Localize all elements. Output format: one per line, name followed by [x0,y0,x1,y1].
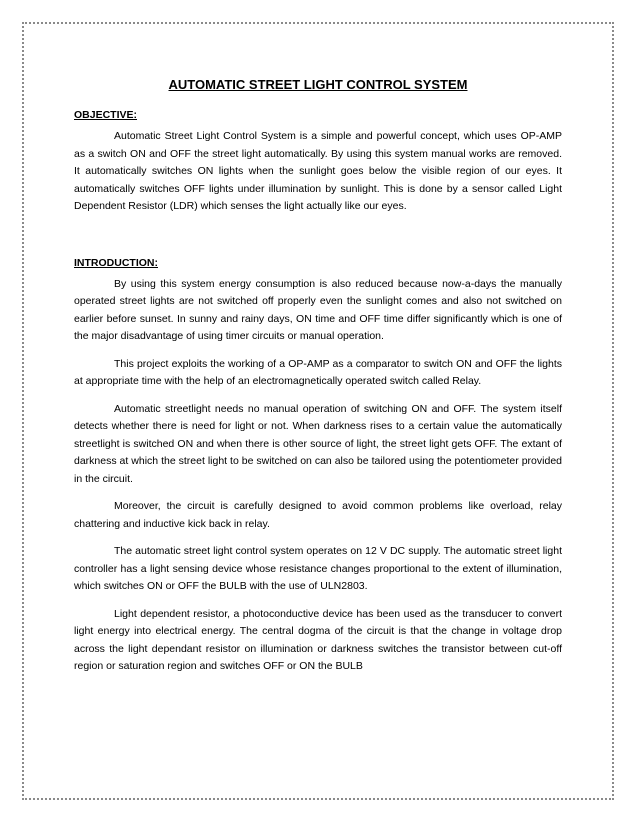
document-body [74,76,562,686]
intro-paragraph-1: By using this system energy consumption is also reduced because now-a-days the manually operated street lights are not switched off properly even the sunlight comes and also not switched on earlier before sunset. In sunny and rainy days, ON time and OFF time differ significantly which is one of the major disadvantage of using timer circuits or manual operation. [74,277,562,342]
section-spacer [74,226,562,256]
section-heading-objective: OBJECTIVE: [74,109,138,121]
section-heading-introduction: INTRODUCTION: [74,256,158,269]
intro-paragraph-4: Moreover, the circuit is carefully designed to avoid common problems like overload, relay chattering and inductive kick back in relay. [74,500,562,530]
objective-paragraph: Automatic Street Light Control System is a simple and powerful concept, which uses OP-AMP as a switch ON and OFF the street light automatically. By using this system manual works are removed. It automatically switches ON lights when the sunlight goes below the visible region of our eyes. It automatically switches OFF lights under illumination by sunlight. This is done by a sensor called Light Dependent Resistor (LDR) which senses the light actually like our eyes. [74,130,562,212]
intro-paragraph-6: Light dependent resistor, a photoconductive device has been used as the transducer to convert light energy into electrical energy. The central dogma of the circuit is that the change in voltage drop across the light dependant resistor on illumination or darkness switches the transistor between cut-off region or saturation region and switches OFF or ON the BULB [74,607,562,672]
intro-paragraph-5: The automatic street light control system operates on 12 V DC supply. The automatic street light controller has a light sensing device whose resistance changes proportional to the extent of illumination, which switches ON or OFF the BULB with the use of ULN2803. [74,545,562,592]
document-title: AUTOMATIC STREET LIGHT CONTROL SYSTEM [168,77,468,92]
intro-paragraph-2: This project exploits the working of a OP-AMP as a comparator to switch ON and OFF the lights at appropriate time with the help of an electromagnetically operated switch called Relay. [74,357,562,387]
intro-paragraph-3: Automatic streetlight needs no manual operation of switching ON and OFF. The system itself detects whether there is need for light or not. When darkness rises to a certain value the automatically streetlight is switched ON and when there is other source of light, the street light gets OFF. The extant of darkness at which the street light to be switched on can also be tailored using the potentiometer provided in the circuit. [74,402,562,485]
